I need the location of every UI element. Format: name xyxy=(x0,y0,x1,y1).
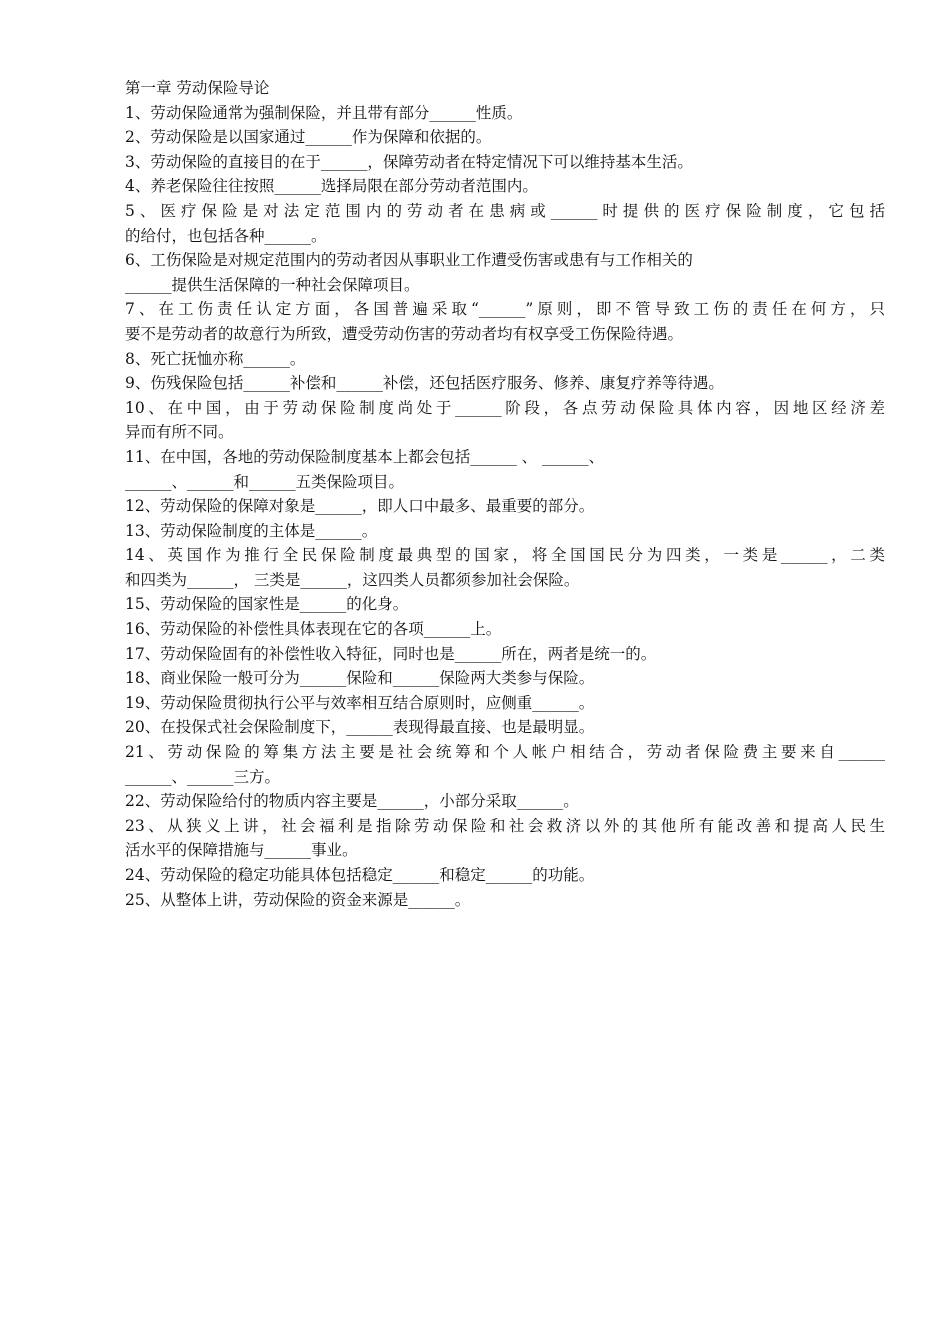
question-line: 7、在工伤责任认定方面，各国普遍采取“______”原则，即不管导致工伤的责任在何方，只 xyxy=(125,300,885,319)
document-page xyxy=(125,76,885,912)
question-line: 23、从狭义上讲，社会福利是指除劳动保险和社会救济以外的其他所有能改善和提高人民生 xyxy=(125,816,885,835)
question-line: 18、商业保险一般可分为______保险和______保险两大类参与保险。 xyxy=(125,669,595,688)
question-line: 24、劳动保险的稳定功能具体包括稳定______和稳定______的功能。 xyxy=(125,866,595,884)
question-line: 14、英国作为推行全民保险制度最典型的国家，将全国国民分为四类，一类是______，二类 xyxy=(125,546,885,565)
question-line: 12、劳动保险的保障对象是______，即人口中最多、最重要的部分。 xyxy=(125,497,595,516)
question-line: 4、养老保险往往按照______选择局限在部分劳动者范围内。 xyxy=(125,177,538,196)
question-list xyxy=(125,101,885,913)
question-line: 活水平的保障措施与______事业。 xyxy=(125,841,358,860)
question-line: ______提供生活保障的一种社会保障项目。 xyxy=(125,275,420,294)
question-line: 6、工伤保险是对规定范围内的劳动者因从事职业工作遭受伤害或患有与工作相关的 xyxy=(125,251,693,270)
question-line: 22、劳动保险给付的物质内容主要是______，小部分采取______。 xyxy=(125,792,579,811)
question-line: 19、劳动保险贯彻执行公平与效率相互结合原则时，应侧重______。 xyxy=(125,693,595,712)
question-line: 的给付，也包括各种______。 xyxy=(125,226,327,245)
question-line: 17、劳动保险固有的补偿性收入特征，同时也是______所在，两者是统一的。 xyxy=(125,644,657,663)
question-line: 要不是劳动者的故意行为所致，遭受劳动伤害的劳动者均有权享受工伤保险待遇。 xyxy=(125,324,684,343)
question-line: 15、劳动保险的国家性是______的化身。 xyxy=(125,595,409,614)
question-line: ______、______三方。 xyxy=(125,767,281,786)
question-line: 20、在投保式社会保险制度下，______表现得最直接、也是最明显。 xyxy=(125,718,595,737)
question-line: 25、从整体上讲，劳动保险的资金来源是______。 xyxy=(125,890,471,909)
question-line: 13、劳动保险制度的主体是______。 xyxy=(125,521,378,540)
question-line: 和四类为______， 三类是______，这四类人员都须参加社会保险。 xyxy=(125,570,580,589)
chapter-title: 第一章 劳动保险导论 xyxy=(125,79,270,97)
question-line: 2、劳动保险是以国家通过______作为保障和依据的。 xyxy=(125,128,492,147)
question-line: 异而有所不同。 xyxy=(125,423,234,442)
question-line: 8、死亡抚恤亦称______。 xyxy=(125,349,306,368)
question-line: 21、劳动保险的筹集方法主要是社会统筹和个人帐户相结合，劳动者保险费主要来自______ xyxy=(125,743,885,762)
question-line: 10、在中国，由于劳动保险制度尚处于______阶段，各点劳动保险具体内容，因地区经济差 xyxy=(125,398,885,417)
question-line: 5、医疗保险是对法定范围内的劳动者在患病或______时提供的医疗保险制度，它包括 xyxy=(125,201,885,220)
question-line: 3、劳动保险的直接目的在于______，保障劳动者在特定情况下可以维持基本生活。 xyxy=(125,152,693,171)
question-line: ______、______和______五类保险项目。 xyxy=(125,472,405,491)
question-line: 11、在中国，各地的劳动保险制度基本上都会包括______ 、 ______、 xyxy=(125,447,605,466)
question-line: 16、劳动保险的补偿性具体表现在它的各项______上。 xyxy=(125,620,502,639)
question-line: 1、劳动保险通常为强制保险，并且带有部分______性质。 xyxy=(125,103,523,122)
question-line: 9、伤残保险包括______补偿和______补偿，还包括医疗服务、修养、康复疗养等待遇。 xyxy=(125,374,724,393)
